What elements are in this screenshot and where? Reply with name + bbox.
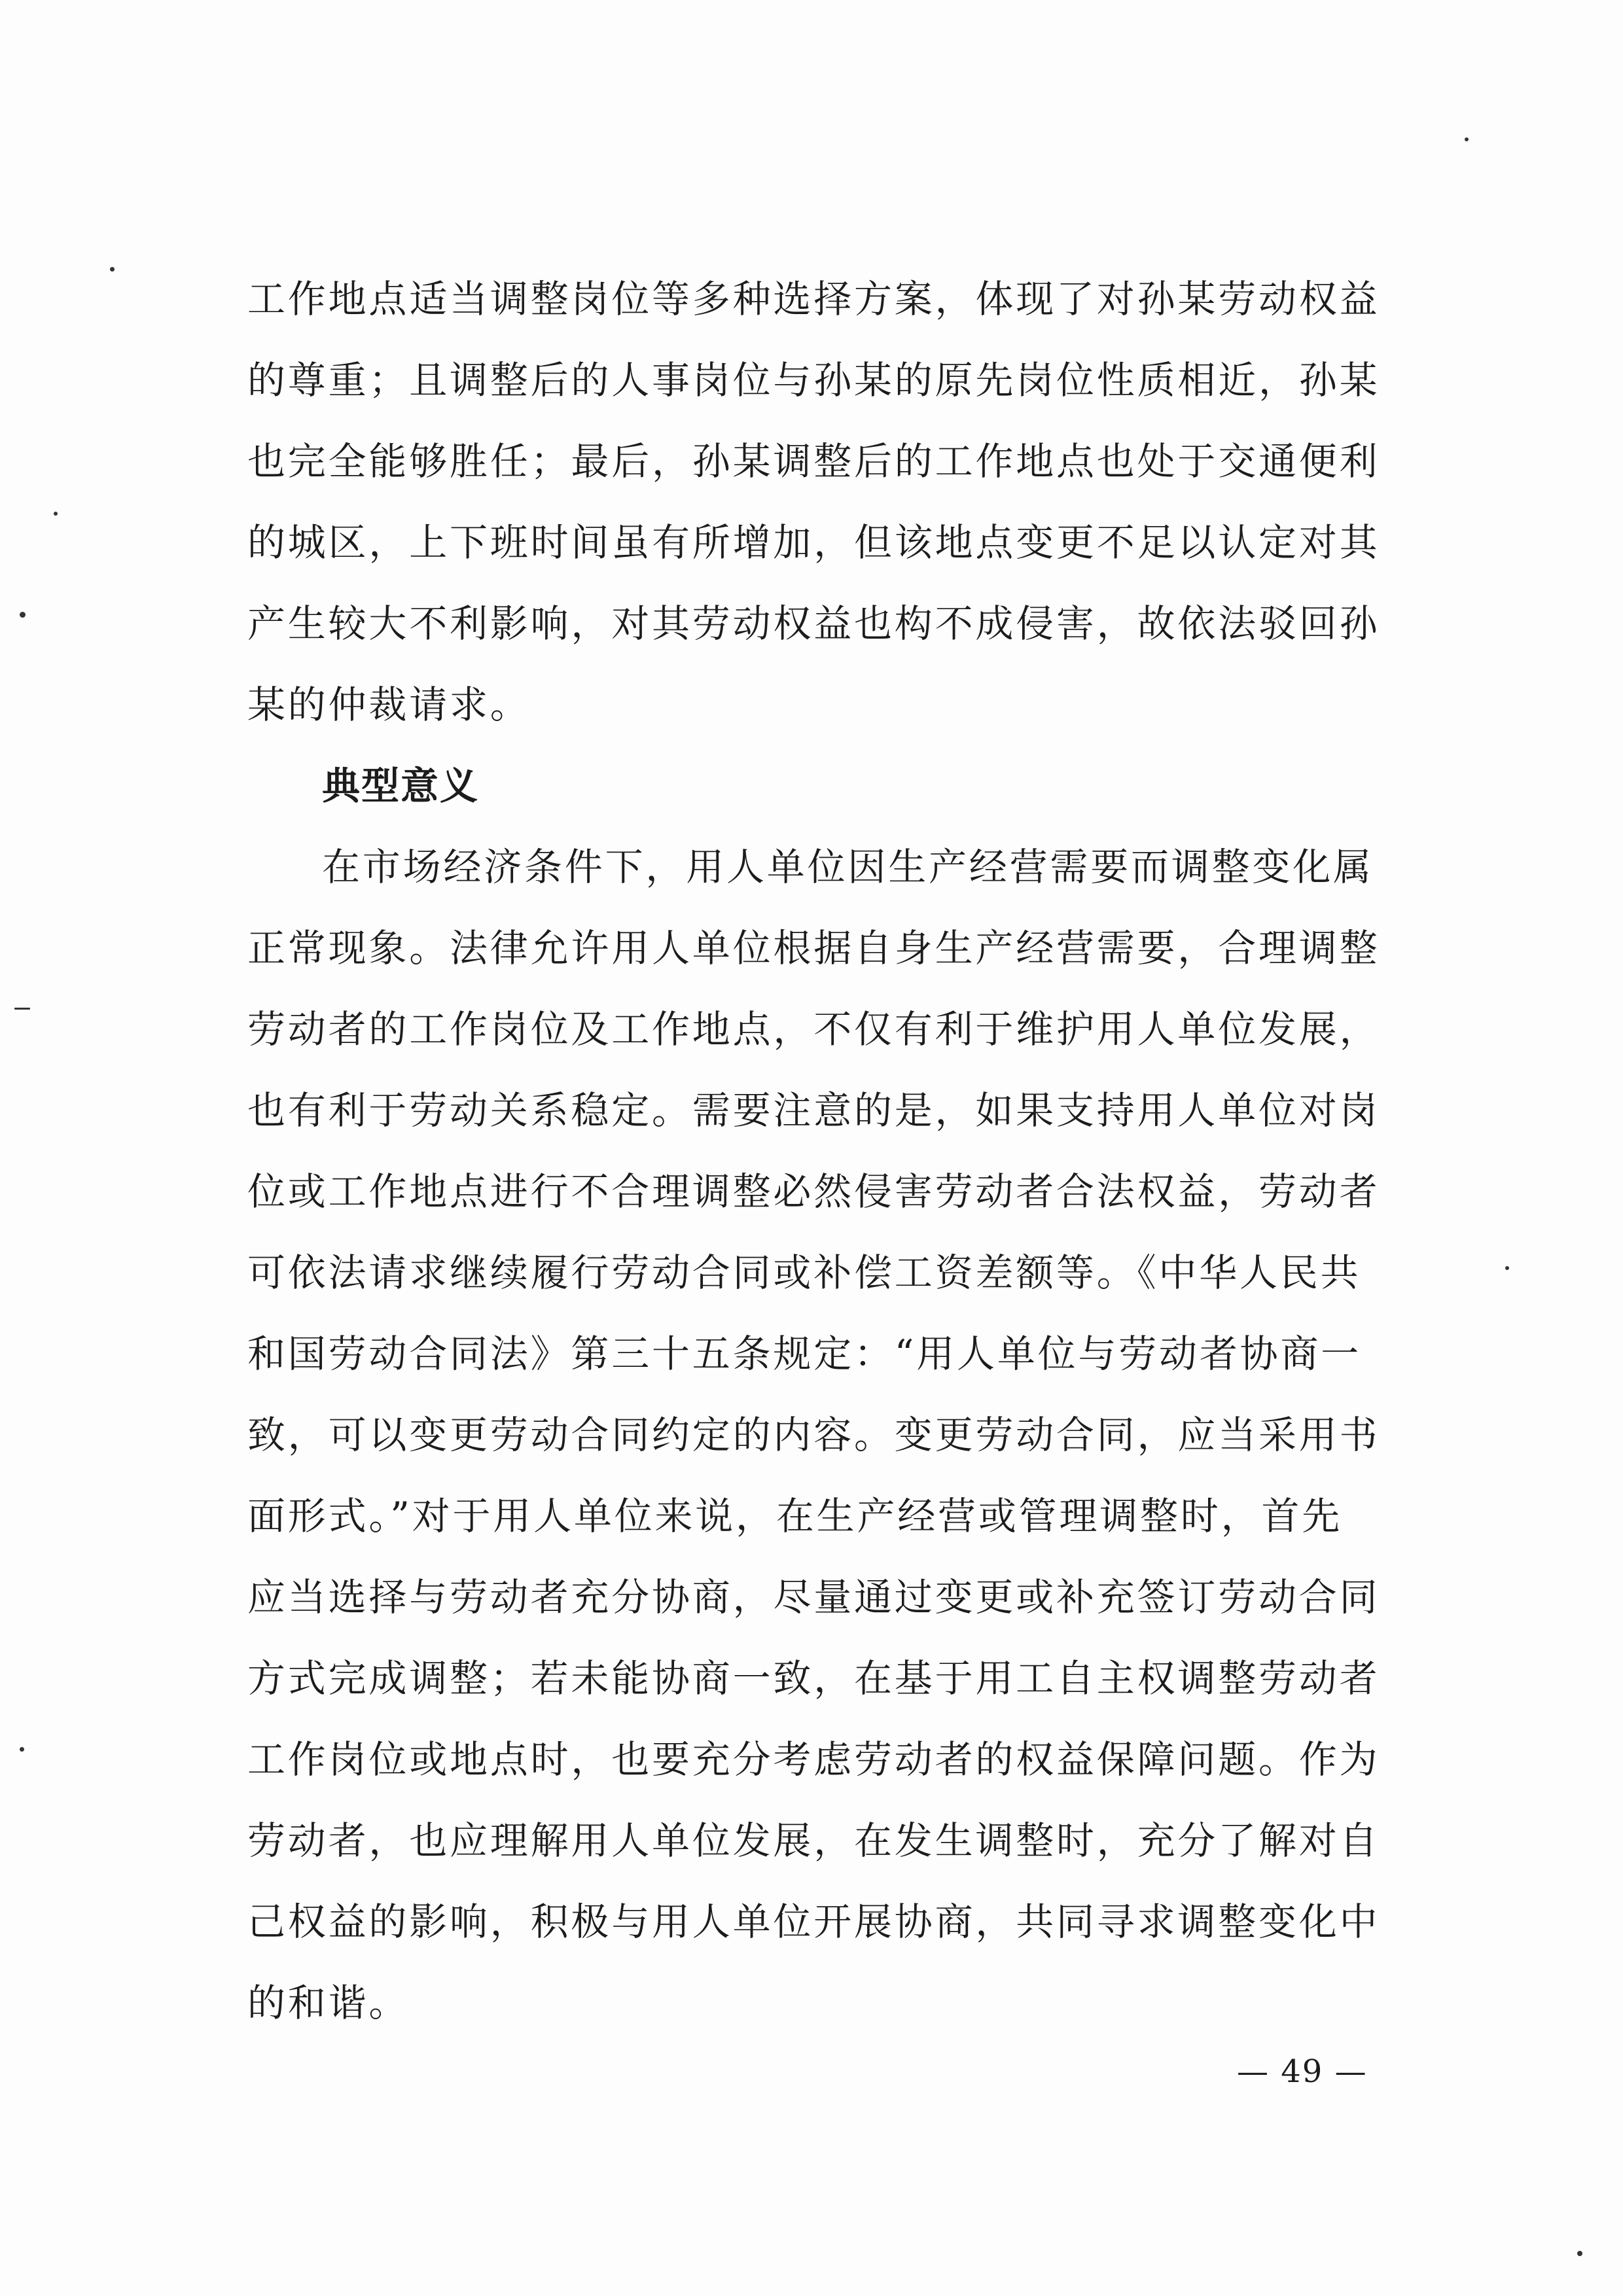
text-line: 某的仲裁请求。 (247, 682, 531, 727)
body-text (247, 258, 1445, 2043)
scan-speck (110, 267, 115, 272)
text-line: 的城区，上下班时间虽有所增加，但该地点变更不足以认定对其 (247, 520, 1380, 565)
scan-speck (20, 1747, 24, 1752)
text-line: 也完全能够胜任；最后，孙某调整后的工作地点也处于交通便利 (247, 439, 1380, 484)
scan-speck (14, 1008, 30, 1010)
text-line: 方式完成调整；若未能协商一致，在基于用工自主权调整劳动者 (247, 1656, 1380, 1701)
page-number: — 49 — (1237, 2053, 1368, 2090)
scan-speck (1465, 137, 1469, 141)
text-line: 在市场经济条件下，用人单位因生产经营需要而调整变化属 (322, 845, 1374, 889)
text-line: 的尊重；且调整后的人事岗位与孙某的原先岗位性质相近，孙某 (247, 358, 1380, 402)
text-line: 产生较大不利影响，对其劳动权益也构不成侵害，故依法驳回孙 (247, 601, 1380, 646)
text-line: 应当选择与劳动者充分协商，尽量通过变更或补充签订劳动合同 (247, 1575, 1380, 1619)
text-line: 的和谐。 (247, 1981, 410, 2025)
text-line: 工作岗位或地点时，也要充分考虑劳动者的权益保障问题。作为 (247, 1737, 1380, 1782)
text-line: 也有利于劳动关系稳定。需要注意的是，如果支持用人单位对岗 (247, 1088, 1380, 1133)
scan-speck (1577, 2251, 1582, 2256)
text-line: 劳动者，也应理解用人单位发展，在发生调整时，充分了解对自 (247, 1818, 1380, 1863)
text-line: 工作地点适当调整岗位等多种选择方案，体现了对孙某劳动权益 (247, 277, 1380, 321)
text-line: 面形式。”对于用人单位来说，在生产经营或管理调整时，首先 (247, 1494, 1343, 1538)
text-line: 致，可以变更劳动合同约定的内容。变更劳动合同，应当采用书 (247, 1413, 1380, 1457)
text-line: 和国劳动合同法》第三十五条规定：“用人单位与劳动者协商一 (247, 1332, 1362, 1376)
text-line: 位或工作地点进行不合理调整必然侵害劳动者合法权益，劳动者 (247, 1169, 1380, 1214)
text-line: 正常现象。法律允许用人单位根据自身生产经营需要，合理调整 (247, 926, 1380, 970)
scan-speck (20, 612, 26, 618)
section-heading: 典型意义 (322, 764, 480, 808)
scan-speck (1505, 1266, 1509, 1270)
text-line: 己权益的影响，积极与用人单位开展协商，共同寻求调整变化中 (247, 1899, 1380, 1944)
text-line: 可依法请求继续履行劳动合同或补偿工资差额等。《中华人民共 (247, 1250, 1361, 1295)
text-line: 劳动者的工作岗位及工作地点，不仅有利于维护用人单位发展， (247, 1007, 1380, 1051)
scan-speck (54, 512, 58, 516)
